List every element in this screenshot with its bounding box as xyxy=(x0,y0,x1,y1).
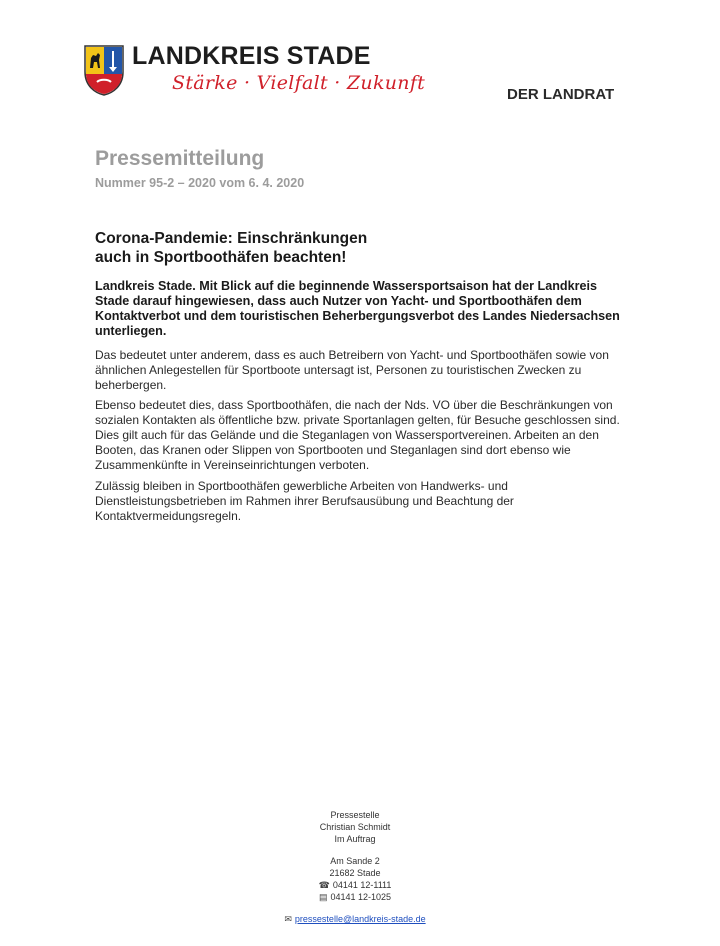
contact-phone: 04141 12-1111 xyxy=(332,880,392,890)
press-release-title: Pressemitteilung xyxy=(95,147,265,170)
article-lead: Landkreis Stade. Mit Blick auf die beginnende Wassersportsaison hat der Landkreis Stade darauf hingewiesen, dass auch Nutzer von Yacht- und Sportboothäfen dem Kontaktverbot und dem touristischen Beherbergungsverbot des Landes Niedersachsen unterliegen. xyxy=(95,279,620,338)
brand-slogan: Stärke · Vielfalt · Zukunft xyxy=(172,72,426,94)
fax-icon: ▤ xyxy=(318,892,328,902)
contact-phone-row xyxy=(270,879,440,891)
envelope-icon: ✉ xyxy=(284,914,292,924)
contact-email-link[interactable]: pressestelle@landkreis-stade.de xyxy=(294,914,426,924)
telephone-icon: ☎ xyxy=(318,880,330,890)
article-paragraph-2: Ebenso bedeutet dies, dass Sportboothäfen, die nach der Nds. VO über die Beschränkungen von sozialen Kontakten als öffentliche bzw. private Sportanlagen gelten, für Besuche geschlossen sind. Dies gilt auch für das Gelände und die Steganlagen von Wassersportvereinen. Arbeiten an den Booten, das Kranen oder Slippen von Sportbooten und Steganlagen sind dort ebenso wie Zusammenkünfte in Vereinseinrichtungen verboten. xyxy=(95,398,620,472)
article-paragraph-3: Zulässig bleiben in Sportboothäfen gewerbliche Arbeiten von Handwerks- und Dienstleistungsbetrieben im Rahmen ihrer Berufsausübung und Beachtung der Kontaktvermeidungsregeln. xyxy=(95,479,514,523)
district-crest-icon xyxy=(83,44,125,96)
contact-fax: 04141 12-1025 xyxy=(330,892,392,902)
office-title: DER LANDRAT xyxy=(507,86,615,103)
press-release-number: Nummer 95-2 – 2020 vom 6. 4. 2020 xyxy=(95,176,305,190)
contact-street: Am Sande 2 xyxy=(330,856,380,866)
contact-email-row xyxy=(270,913,440,925)
article-paragraph-1: Das bedeutet unter anderem, dass es auch Betreibern von Yacht- und Sportboothäfen sowie von ähnlichen Anlegestellen für Sportboote untersagt ist, Personen zu touristischen Zwecken zu beherbergen. xyxy=(95,348,609,392)
contact-fax-row xyxy=(270,891,440,903)
contact-city: 21682 Stade xyxy=(329,868,381,878)
contact-name: Christian Schmidt xyxy=(319,822,391,832)
headline-line-2: auch in Sportboothäfen beachten! xyxy=(95,249,347,266)
article-headline xyxy=(95,229,615,267)
contact-role: Im Auftrag xyxy=(334,834,376,844)
contact-footer xyxy=(270,809,440,925)
contact-department: Pressestelle xyxy=(330,810,380,820)
headline-line-1: Corona-Pandemie: Einschränkungen xyxy=(95,230,368,247)
brand-name: LANDKREIS STADE xyxy=(132,42,371,70)
